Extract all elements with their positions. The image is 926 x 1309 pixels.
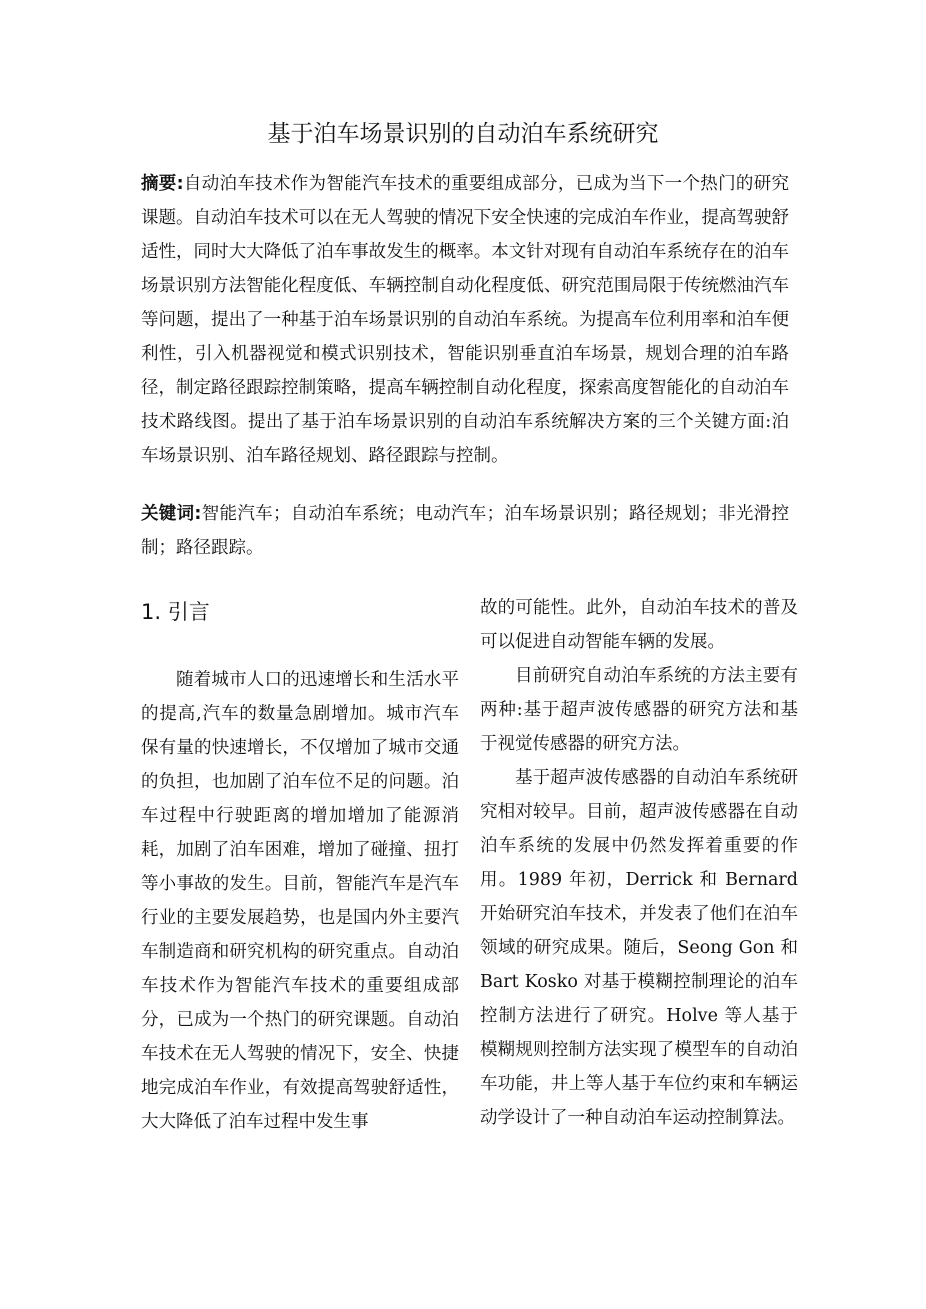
body-paragraph: 随着城市人口的迅速增长和生活水平的提高,汽车的数量急剧增加。城市汽车保有量的快速增长，不仅增加了城市交通的负担，也加剧了泊车位不足的问题。泊车过程中行驶距离的增加增加了能源消耗，加剧了泊车困难，增加了碰撞、扭打等小事故的发生。目前，智能汽车是汽车行业的主要发展趋势，也是国内外主要汽车制造商和研究机构的研究重点。自动泊车技术作为智能汽车技术的重要组成部分，已成为一个热门的研究课题。自动泊车技术在无人驾驶的情况下，安全、快捷地完成泊车作业，有效提高驾驶舒适性，大大降低了泊车过程中发生事 [141,670,459,1132]
right-column [480,591,798,1135]
section-heading-introduction: 1. 引言 [141,600,210,624]
body-paragraph: 目前研究自动泊车系统的方法主要有两种:基于超声波传感器的研究方法和基于视觉传感器的研究方法。 [480,666,798,754]
keywords-text: 智能汽车；自动泊车系统；电动汽车；泊车场景识别；路径规划；非光滑控制；路径跟踪。 [141,504,790,558]
abstract [141,167,789,473]
left-column [141,663,459,1139]
body-paragraph-continued: 故的可能性。此外，自动泊车技术的普及可以促进自动智能车辆的发展。 [480,598,798,652]
abstract-text: 自动泊车技术作为智能汽车技术的重要组成部分，已成为当下一个热门的研究课题。自动泊车技术可以在无人驾驶的情况下安全快速的完成泊车作业，提高驾驶舒适性，同时大大降低了泊车事故发生的概率。本文针对现有自动泊车系统存在的泊车场景识别方法智能化程度低、车辆控制自动化程度低、研究范围局限于传统燃油汽车等问题，提出了一种基于泊车场景识别的自动泊车系统。为提高车位利用率和泊车便利性，引入机器视觉和模式识别技术，智能识别垂直泊车场景，规划合理的泊车路径，制定路径跟踪控制策略，提高车辆控制自动化程度，探索高度智能化的自动泊车技术路线图。提出了基于泊车场景识别的自动泊车系统解决方案的三个关键方面:泊车场景识别、泊车路径规划、路径跟踪与控制。 [141,174,789,466]
keywords [141,497,789,565]
body-paragraph: 基于超声波传感器的自动泊车系统研究相对较早。目前，超声波传感器在自动泊车系统的发展中仍然发挥着重要的作用。1989 年初，Derrick 和 Bernard 开始研究泊车技术，并发表了他们在泊车领域的研究成果。随后，Seong Gon 和 Bart Kosko 对基于模糊控制理论的泊车控制方法进行了研究。Holve 等人基于模糊规则控制方法实现了模型车的自动泊车功能，井上等人基于车位约束和车辆运动学设计了一种自动泊车运动控制算法。 [480,768,798,1128]
paper-title: 基于泊车场景识别的自动泊车系统研究 [267,121,659,147]
abstract-label: 摘要: [141,174,184,194]
keywords-label: 关键词: [141,504,202,524]
